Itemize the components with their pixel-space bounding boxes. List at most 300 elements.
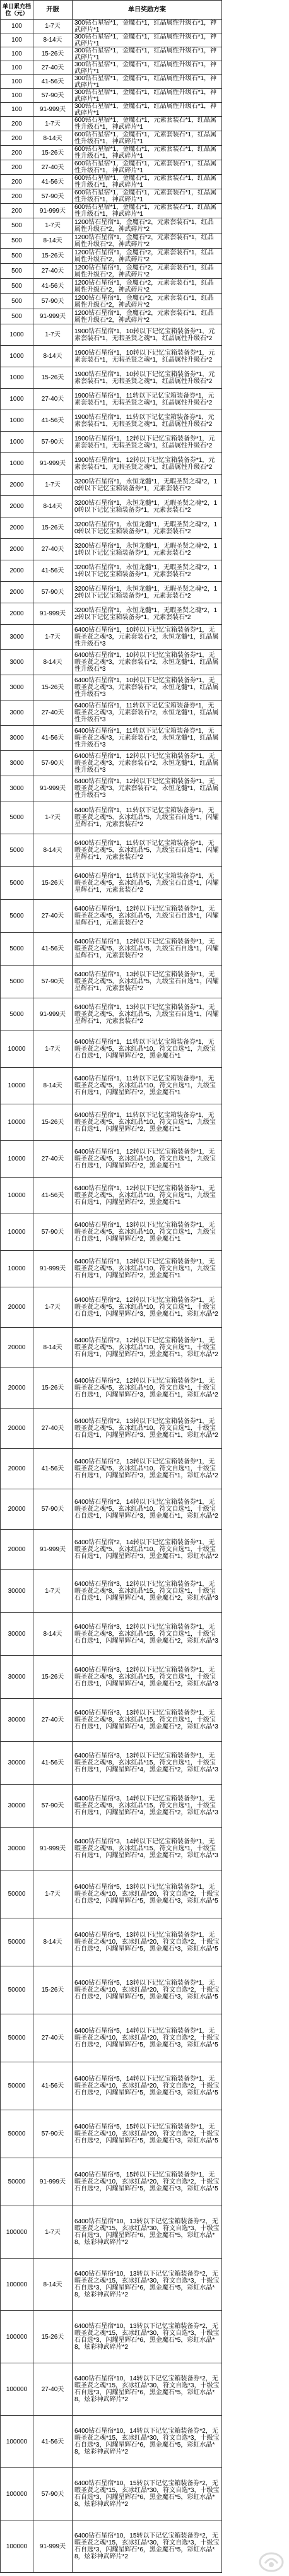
table-row	[1, 75, 222, 89]
tier-cell-text: 200	[11, 163, 22, 171]
reward-cell	[73, 751, 222, 776]
table-row	[1, 650, 222, 675]
table-row	[1, 675, 222, 700]
days-cell	[33, 309, 73, 324]
days-cell	[33, 675, 73, 700]
reward-cell-text: 1200钻石星宿*1，金魔石*2，元素套装石*1，红晶属性升级石*2，神武碎片*2	[74, 309, 214, 324]
table-row	[1, 700, 222, 726]
reward-cell	[73, 2311, 222, 2363]
reward-cell-text: 6400钻石星宿*3，13转以下记忆宝箱装备券*1，无暇圣贤之魂*8，玄冰红晶*15，符文自选*1，十级宝石自选*1，闪耀星辉石*4，黑金魔石*2，彩虹水晶*3	[74, 1752, 218, 1773]
reward-cell	[73, 2520, 222, 2573]
reward-cell-text: 6400钻石星宿*1，11转以下记忆宝箱装备券*1，无暇圣贤之魂*5，玄冰红晶*5，九级宝石自选*1，闪耀星辉石*1，元素套装石*2	[74, 840, 219, 861]
days-cell-text: 27-40天	[41, 913, 64, 919]
tier-cell	[1, 1409, 33, 1449]
reward-cell-text: 1900钻石星宿*1，11转以下记忆宝箱装备券*1，元素套装石*1，无暇圣贤之魂*1，红晶属性升级石*2	[74, 413, 215, 428]
table-row	[1, 966, 222, 998]
tier-cell	[1, 1699, 33, 1742]
days-cell-text: 57-90天	[41, 1802, 64, 1809]
reward-cell	[73, 1141, 222, 1178]
days-cell	[33, 1785, 73, 1828]
reward-cell-text: 6400钻石星宿*2，13转以下记忆宝箱装备券*1，无暇圣贤之魂*5，玄冰红晶*10，符文自选*1，十级宝石自选*1，闪耀星辉石*3，黑金魔石*1，彩虹水晶*2	[74, 1418, 218, 1439]
reward-cell	[73, 249, 222, 264]
tier-cell	[1, 189, 33, 204]
tier-cell-text: 20000	[8, 1465, 26, 1472]
tier-cell	[1, 801, 33, 834]
days-cell-text: 1-7天	[45, 222, 61, 229]
reward-cell	[73, 1828, 222, 1870]
days-cell-text: 57-90天	[41, 192, 64, 200]
tier-cell	[1, 867, 33, 900]
tier-cell-text: 1000	[9, 460, 24, 467]
reward-cell	[73, 726, 222, 751]
days-cell	[33, 2158, 73, 2206]
reward-cell-text: 300钻石星宿*1，金魔石*1，红晶属性升级石*1，神武碎片*1	[74, 103, 217, 117]
tier-cell	[1, 117, 33, 131]
tier-cell-text: 3000	[9, 659, 24, 666]
table-row	[1, 1918, 222, 1966]
days-cell	[33, 625, 73, 650]
reward-cell	[73, 1031, 222, 1068]
tier-cell-text: 20000	[8, 1546, 26, 1553]
reward-cell-text: 6400钻石星宿*5，13转以下记忆宝箱装备券*1，无暇圣贤之魂*10，玄冰红晶*20，符文自选*2，十级宝石自选*2，闪耀星辉石*5，黑金魔石*3，彩虹水晶*5	[74, 1932, 220, 1953]
reward-cell	[73, 2363, 222, 2416]
reward-cell-text: 6400钻石星宿*5，13转以下记忆宝箱装备券*1，无暇圣贤之魂*10，玄冰红晶*20，符文自选*2，十级宝石自选*2，闪耀星辉石*5，黑金魔石*3，彩虹水晶*5	[74, 1884, 220, 1905]
tier-cell	[1, 47, 33, 61]
days-cell	[33, 432, 73, 453]
reward-cell-text: 300钻石星宿*1，金魔石*1，红晶属性升级石*1，神武碎片*1	[74, 61, 217, 75]
reward-cell-text: 6400钻石星宿*10，13转以下记忆宝箱装备券*2，无暇圣贤之魂*15，玄冰红晶*30，符文自选*3，十级宝石自选*3，闪耀星辉石*6，黑金魔石*5，彩虹水晶*8，炫彩神武碎片*2	[74, 2218, 220, 2246]
days-cell-text: 27-40天	[41, 64, 64, 71]
reward-cell-text: 6400钻石星宿*2，13转以下记忆宝箱装备券*1，无暇圣贤之魂*5，玄冰红晶*10，符文自选*1，十级宝石自选*1，闪耀星辉石*3，黑金魔石*1，彩虹水晶*2	[74, 1458, 218, 1479]
days-cell	[33, 2014, 73, 2062]
days-cell	[33, 2062, 73, 2110]
tier-cell-text: 3000	[9, 709, 24, 716]
days-cell-text: 41-56天	[41, 2083, 64, 2089]
tier-cell	[1, 367, 33, 389]
tier-cell-text: 1000	[9, 353, 24, 360]
reward-cell-text: 6400钻石星宿*1，11转以下记忆宝箱装备券*1，无暇圣贤之魂*3，元素套装石*2，永恒龙髓*1，红晶属性升级石*3	[74, 728, 219, 748]
tier-cell-text: 500	[11, 283, 22, 290]
days-cell-text: 91-999天	[39, 2178, 66, 2185]
table-header-row	[1, 1, 222, 20]
table-row	[1, 475, 222, 496]
tier-cell	[1, 61, 33, 75]
days-cell	[33, 103, 73, 117]
days-cell-text: 1-7天	[45, 120, 61, 127]
table-row	[1, 346, 222, 367]
tier-cell	[1, 294, 33, 309]
table-row	[1, 496, 222, 517]
reward-cell	[73, 2014, 222, 2062]
days-cell	[33, 1214, 73, 1251]
days-cell-text: 91-999天	[39, 1011, 66, 1018]
tier-cell-text: 100	[11, 106, 22, 113]
table-row	[1, 1178, 222, 1214]
reward-cell-text: 6400钻石星宿*1，13转以下记忆宝箱装备券*1，无暇圣贤之魂*5，玄冰红晶*10，符文自选*1，九级宝石自选*1，闪耀星辉石*2，黑金魔石*1	[74, 1258, 216, 1279]
tier-cell	[1, 1368, 33, 1409]
reward-cell	[73, 650, 222, 675]
table-row	[1, 1141, 222, 1178]
reward-cell	[73, 33, 222, 47]
days-cell	[33, 1449, 73, 1489]
days-cell	[33, 998, 73, 1031]
tier-cell	[1, 1828, 33, 1870]
days-cell	[33, 2110, 73, 2158]
days-cell-text: 27-40天	[41, 268, 64, 275]
days-cell	[33, 1530, 73, 1570]
days-cell	[33, 47, 73, 61]
days-cell	[33, 1870, 73, 1918]
table-row	[1, 2520, 222, 2573]
reward-cell	[73, 776, 222, 801]
tier-cell-text: 30000	[8, 1631, 26, 1638]
table-row	[1, 1328, 222, 1368]
days-cell-text: 27-40天	[41, 2035, 64, 2041]
reward-cell	[73, 47, 222, 61]
days-cell	[33, 1489, 73, 1530]
tier-cell-text: 100000	[6, 2490, 28, 2498]
days-cell-text: 1-7天	[45, 814, 61, 821]
reward-cell-text: 6400钻石星宿*3，14转以下记忆宝箱装备券*1，无暇圣贤之魂*8，玄冰红晶*15，符文自选*1，十级宝石自选*1，闪耀星辉石*4，黑金魔石*2，彩虹水晶*3	[74, 1838, 218, 1859]
days-cell-text: 15-26天	[41, 252, 64, 259]
reward-cell	[73, 346, 222, 367]
table-row	[1, 776, 222, 801]
table-row	[1, 1699, 222, 1742]
reward-cell	[73, 1449, 222, 1489]
reward-cell	[73, 1214, 222, 1251]
tier-cell	[1, 1785, 33, 1828]
days-cell-text: 8-14天	[43, 1939, 62, 1946]
days-cell-text: 57-90天	[41, 978, 64, 985]
table-row	[1, 1449, 222, 1489]
reward-cell	[73, 933, 222, 966]
tier-cell-text: 30000	[8, 1674, 26, 1681]
days-cell	[33, 1409, 73, 1449]
reward-cell	[73, 582, 222, 603]
table-row	[1, 389, 222, 410]
days-cell	[33, 700, 73, 726]
table-row	[1, 582, 222, 603]
reward-cell-text: 6400钻石星宿*2，12转以下记忆宝箱装备券*1，无暇圣贤之魂*5，玄冰红晶*10，符文自选*1，十级宝石自选*1，闪耀星辉石*3，黑金魔石*1，彩虹水晶*2	[74, 1297, 218, 1318]
tier-cell-text: 5000	[9, 880, 24, 887]
reward-cell	[73, 20, 222, 33]
table-row	[1, 1287, 222, 1328]
days-cell-text: 15-26天	[41, 50, 64, 57]
tier-cell	[1, 1328, 33, 1368]
reward-cell	[73, 367, 222, 389]
reward-cell-text: 6400钻石星宿*5，14转以下记忆宝箱装备券*1，无暇圣贤之魂*10，玄冰红晶*20，符文自选*2，十级宝石自选*2，闪耀星辉石*5，黑金魔石*3，彩虹水晶*5	[74, 2028, 220, 2048]
reward-cell	[73, 517, 222, 539]
days-cell	[33, 279, 73, 294]
tier-cell-text: 2000	[9, 503, 24, 510]
days-cell	[33, 2468, 73, 2520]
reward-cell-text: 300钻石星宿*1，金魔石*1，红晶属性升级石*1，神武碎片*1	[74, 33, 217, 47]
tier-cell-text: 100	[11, 64, 22, 71]
tier-cell-text: 20000	[8, 1385, 26, 1391]
tier-cell	[1, 410, 33, 432]
tier-cell	[1, 2110, 33, 2158]
tier-cell	[1, 751, 33, 776]
days-cell	[33, 346, 73, 367]
days-cell-text: 15-26天	[41, 149, 64, 157]
reward-cell-text: 3200钻石星宿*1，永恒龙髓*1，无暇圣贤之魂*2，10转以下记忆宝箱装备券*1，元素套装石*2	[74, 499, 218, 514]
reward-cell-text: 6400钻石星宿*1，13转以下记忆宝箱装备券*1，无暇圣贤之魂*5，玄冰红晶*5，九级宝石自选*1，闪耀星辉石*1，元素套装石*2	[74, 1004, 219, 1025]
days-cell	[33, 189, 73, 204]
reward-cell	[73, 410, 222, 432]
tier-cell-text: 5000	[9, 913, 24, 919]
reward-cell-text: 600钻石星宿*1，金魔石*1，元素套装石*1，红晶属性升级石*1，神武碎片*1	[74, 131, 217, 145]
reward-cell	[73, 496, 222, 517]
tier-cell-text: 10000	[8, 1119, 26, 1126]
tier-cell-text: 100000	[6, 2438, 28, 2445]
reward-cell-text: 6400钻石星宿*5，15转以下记忆宝箱装备券*1，无暇圣贤之魂*10，玄冰红晶*20，符文自选*2，十级宝石自选*2，闪耀星辉石*5，黑金魔石*3，彩虹水晶*5	[74, 2124, 220, 2144]
table-row	[1, 294, 222, 309]
tier-cell-text: 2000	[9, 546, 24, 553]
reward-cell	[73, 1570, 222, 1613]
days-cell-text: 8-14天	[43, 847, 62, 854]
tier-cell	[1, 1031, 33, 1068]
reward-cell-text: 6400钻石星宿*1，12转以下记忆宝箱装备券*1，无暇圣贤之魂*5，玄冰红晶*5，九级宝石自选*1，闪耀星辉石*1，元素套装石*2	[74, 906, 219, 926]
reward-cell-text: 6400钻石星宿*1，13转以下记忆宝箱装备券*1，无暇圣贤之魂*5，玄冰红晶*10，符文自选*1，九级宝石自选*1，闪耀星辉石*2，黑金魔石*1	[74, 1222, 216, 1243]
tier-cell-text: 1000	[9, 417, 24, 424]
table-row	[1, 625, 222, 650]
reward-cell	[73, 1178, 222, 1214]
table-row	[1, 175, 222, 189]
tier-cell-text: 2000	[9, 482, 24, 488]
days-cell	[33, 61, 73, 75]
tier-cell-text: 1000	[9, 374, 24, 381]
table-row	[1, 801, 222, 834]
days-cell	[33, 146, 73, 160]
tier-cell-text: 1000	[9, 331, 24, 338]
tier-cell-text: 10000	[8, 1082, 26, 1089]
reward-cell-text: 6400钻石星宿*1，11转以下记忆宝箱装备券*1，无暇圣贤之魂*3，元素套装石*2，永恒龙髓*1，红晶属性升级石*3	[74, 702, 219, 723]
header-tier	[1, 1, 33, 20]
reward-cell	[73, 103, 222, 117]
tier-cell-text: 2000	[9, 589, 24, 596]
tier-cell-text: 2000	[9, 610, 24, 617]
table-row	[1, 1742, 222, 1785]
tier-cell	[1, 175, 33, 189]
table-row	[1, 264, 222, 279]
reward-cell	[73, 1368, 222, 1409]
tier-cell-text: 2000	[9, 524, 24, 531]
table-row	[1, 1530, 222, 1570]
days-cell	[33, 966, 73, 998]
table-row	[1, 834, 222, 867]
reward-cell-text: 3200钻石星宿*1，永恒龙髓*1，无暇圣贤之魂*2，12转以下记忆宝箱装备券*1，元素套装石*2	[74, 606, 218, 621]
table-row	[1, 1656, 222, 1699]
reward-cell-text: 6400钻石星宿*10，14转以下记忆宝箱装备券*2，无暇圣贤之魂*15，玄冰红晶*30，符文自选*3，十级宝石自选*3，闪耀星辉石*6，黑金魔石*5，彩虹水晶*8，炫彩神武碎片*2	[74, 2428, 220, 2455]
tier-cell	[1, 2158, 33, 2206]
tier-cell-text: 100000	[6, 2385, 28, 2393]
reward-cell	[73, 1068, 222, 1104]
tier-cell-text: 100	[11, 78, 22, 85]
days-cell-text: 57-90天	[41, 1229, 64, 1236]
days-cell	[33, 1699, 73, 1742]
tier-cell-text: 50000	[8, 2130, 26, 2137]
reward-cell	[73, 2416, 222, 2468]
reward-cell	[73, 2110, 222, 2158]
tier-cell-text: 30000	[8, 1845, 26, 1852]
reward-cell	[73, 1613, 222, 1656]
reward-cell-text: 6400钻石星宿*5，13转以下记忆宝箱装备券*1，无暇圣贤之魂*10，玄冰红晶*20，符文自选*2，十级宝石自选*2，闪耀星辉石*5，黑金魔石*3，彩虹水晶*5	[74, 1980, 220, 2000]
table-row	[1, 1570, 222, 1613]
reward-cell-text: 600钻石星宿*1，金魔石*1，元素套装石*1，红晶属性升级石*1，神武碎片*1	[74, 117, 217, 131]
reward-cell-text: 300钻石星宿*1，金魔石*1，红晶属性升级石*1，神武碎片*1	[74, 20, 217, 33]
days-cell-text: 41-56天	[41, 78, 64, 85]
table-row	[1, 1368, 222, 1409]
days-cell-text: 1-7天	[45, 482, 61, 488]
reward-cell	[73, 1699, 222, 1742]
days-cell-text: 27-40天	[41, 2385, 64, 2393]
days-cell	[33, 1742, 73, 1785]
days-cell-text: 8-14天	[43, 659, 62, 666]
table-row	[1, 1409, 222, 1449]
days-cell-text: 41-56天	[41, 945, 64, 952]
days-cell	[33, 175, 73, 189]
reward-cell-text: 6400钻石星宿*2，14转以下记忆宝箱装备券*1，无暇圣贤之魂*5，玄冰红晶*10，符文自选*1，十级宝石自选*1，闪耀星辉石*3，黑金魔石*1，彩虹水晶*2	[74, 1499, 218, 1520]
table-row	[1, 539, 222, 560]
reward-cell-text: 1900钻石星宿*1，12转以下记忆宝箱装备券*1，元素套装石*1，无暇圣贤之魂*1，红晶属性升级石*2	[74, 435, 215, 449]
days-cell	[33, 160, 73, 175]
header-days-text: 开服	[46, 6, 59, 13]
days-cell	[33, 475, 73, 496]
days-cell-text: 8-14天	[43, 134, 62, 142]
reward-cell-text: 3200钻石星宿*1，永恒龙髓*1，无暇圣贤之魂*2，11转以下记忆宝箱装备券*1，元素套装石*2	[74, 564, 218, 578]
days-cell-text: 41-56天	[41, 283, 64, 290]
tier-cell	[1, 1068, 33, 1104]
days-cell-text: 1-7天	[45, 634, 61, 641]
tier-cell-text: 500	[11, 222, 22, 229]
tier-cell	[1, 432, 33, 453]
days-cell	[33, 776, 73, 801]
days-cell	[33, 1328, 73, 1368]
reward-cell	[73, 603, 222, 625]
tier-cell	[1, 453, 33, 475]
reward-cell	[73, 1251, 222, 1287]
reward-cell-text: 1200钻石星宿*1，金魔石*2，元素套装石*1，红晶属性升级石*2，神武碎片*2	[74, 218, 214, 233]
tier-cell	[1, 1966, 33, 2014]
tier-cell	[1, 2468, 33, 2520]
tier-cell	[1, 998, 33, 1031]
days-cell-text: 8-14天	[43, 1082, 62, 1089]
tier-cell	[1, 496, 33, 517]
reward-cell-text: 6400钻石星宿*10，15转以下记忆宝箱装备券*2，无暇圣贤之魂*15，玄冰红晶*30，符文自选*3，十级宝石自选*3，闪耀星辉石*6，黑金魔石*5，彩虹水晶*8，炫彩神武碎片*2	[74, 2480, 220, 2508]
reward-cell	[73, 1328, 222, 1368]
reward-cell	[73, 1530, 222, 1570]
tier-cell-text: 100	[11, 50, 22, 57]
tier-cell	[1, 20, 33, 33]
tier-cell	[1, 582, 33, 603]
tier-cell	[1, 75, 33, 89]
reward-cell	[73, 475, 222, 496]
reward-cell-text: 6400钻石星宿*1，11转以下记忆宝箱装备券*1，无暇圣贤之魂*5，玄冰红晶*10，符文自选*1，九级宝石自选*1，闪耀星辉石*2，黑金魔石*1	[74, 1112, 216, 1133]
table-row	[1, 249, 222, 264]
days-cell-text: 15-26天	[41, 374, 64, 381]
reward-cell	[73, 1966, 222, 2014]
days-cell	[33, 233, 73, 249]
table-row	[1, 279, 222, 294]
table-row	[1, 218, 222, 233]
table-row	[1, 867, 222, 900]
reward-cell	[73, 900, 222, 933]
tier-cell	[1, 2363, 33, 2416]
tier-cell	[1, 1251, 33, 1287]
days-cell	[33, 2416, 73, 2468]
days-cell-text: 15-26天	[41, 1674, 64, 1681]
tier-cell	[1, 966, 33, 998]
table-row	[1, 410, 222, 432]
table-row	[1, 1104, 222, 1141]
tier-cell	[1, 1656, 33, 1699]
reward-cell-text: 600钻石星宿*1，金魔石*1，元素套装石*1，红晶属性升级石*1，神武碎片*1	[74, 160, 217, 174]
table-row	[1, 2110, 222, 2158]
days-cell	[33, 1570, 73, 1613]
table-row	[1, 61, 222, 75]
days-cell	[33, 603, 73, 625]
days-cell-text: 15-26天	[41, 1119, 64, 1126]
reward-cell	[73, 294, 222, 309]
reward-cell	[73, 75, 222, 89]
tier-cell-text: 5000	[9, 1011, 24, 1018]
reward-cell-text: 6400钻石星宿*1，11转以下记忆宝箱装备券*1，无暇圣贤之魂*5，玄冰红晶*10，符文自选*1，九级宝石自选*1，闪耀星辉石*2，黑金魔石*1	[74, 1075, 216, 1096]
tier-cell	[1, 309, 33, 324]
table-row	[1, 1785, 222, 1828]
days-cell-text: 41-56天	[41, 1192, 64, 1199]
table-row	[1, 998, 222, 1031]
tier-cell	[1, 539, 33, 560]
tier-cell-text: 200	[11, 134, 22, 142]
tier-cell-text: 100	[11, 23, 22, 30]
days-cell-text: 8-14天	[43, 503, 62, 510]
days-cell-text: 27-40天	[41, 1425, 64, 1432]
days-cell	[33, 1828, 73, 1870]
reward-cell	[73, 2062, 222, 2110]
reward-cell	[73, 117, 222, 131]
days-cell	[33, 218, 73, 233]
days-cell-text: 91-999天	[39, 313, 66, 320]
days-cell-text: 57-90天	[41, 1506, 64, 1513]
days-cell	[33, 324, 73, 346]
reward-cell	[73, 2206, 222, 2259]
days-cell-text: 1-7天	[45, 1046, 61, 1053]
days-cell	[33, 867, 73, 900]
days-cell	[33, 2363, 73, 2416]
days-cell	[33, 496, 73, 517]
tier-cell-text: 100	[11, 37, 22, 44]
reward-cell	[73, 998, 222, 1031]
tier-cell-text: 50000	[8, 2035, 26, 2041]
reward-cell-text: 3200钻石星宿*1，永恒龙髓*1，无暇圣贤之魂*2，12转以下记忆宝箱装备券*1，元素套装石*2	[74, 585, 218, 600]
tier-cell	[1, 218, 33, 233]
reward-cell-text: 6400钻石星宿*10，13转以下记忆宝箱装备券*2，无暇圣贤之魂*15，玄冰红晶*30，符文自选*3，十级宝石自选*3，闪耀星辉石*6，黑金魔石*5，彩虹水晶*8，炫彩神武碎片*2	[74, 2271, 220, 2298]
reward-cell-text: 6400钻石星宿*1，12转以下记忆宝箱装备券*1，无暇圣贤之魂*3，元素套装石*2，永恒龙髓*1，红晶属性升级石*3	[74, 753, 219, 774]
table-row	[1, 233, 222, 249]
days-cell-text: 41-56天	[41, 1759, 64, 1766]
tier-cell	[1, 1287, 33, 1328]
days-cell	[33, 367, 73, 389]
reward-cell-text: 1900钻石星宿*1，10转以下记忆宝箱装备券*1，元素套装石*1，无暇圣贤之魂*1，红晶属性升级石*2	[74, 328, 215, 342]
reward-cell-text: 6400钻石星宿*1，10转以下记忆宝箱装备券*1，无暇圣贤之魂*3，元素套装石*2，永恒龙髓*1，红晶属性升级石*3	[74, 627, 219, 647]
table-row	[1, 432, 222, 453]
reward-cell-text: 600钻石星宿*1，金魔石*1，元素套装石*1，红晶属性升级石*1，神武碎片*1	[74, 146, 217, 160]
tier-cell-text: 10000	[8, 1229, 26, 1236]
days-cell-text: 15-26天	[41, 2333, 64, 2341]
reward-cell	[73, 2158, 222, 2206]
tier-cell	[1, 346, 33, 367]
tier-cell	[1, 2520, 33, 2573]
